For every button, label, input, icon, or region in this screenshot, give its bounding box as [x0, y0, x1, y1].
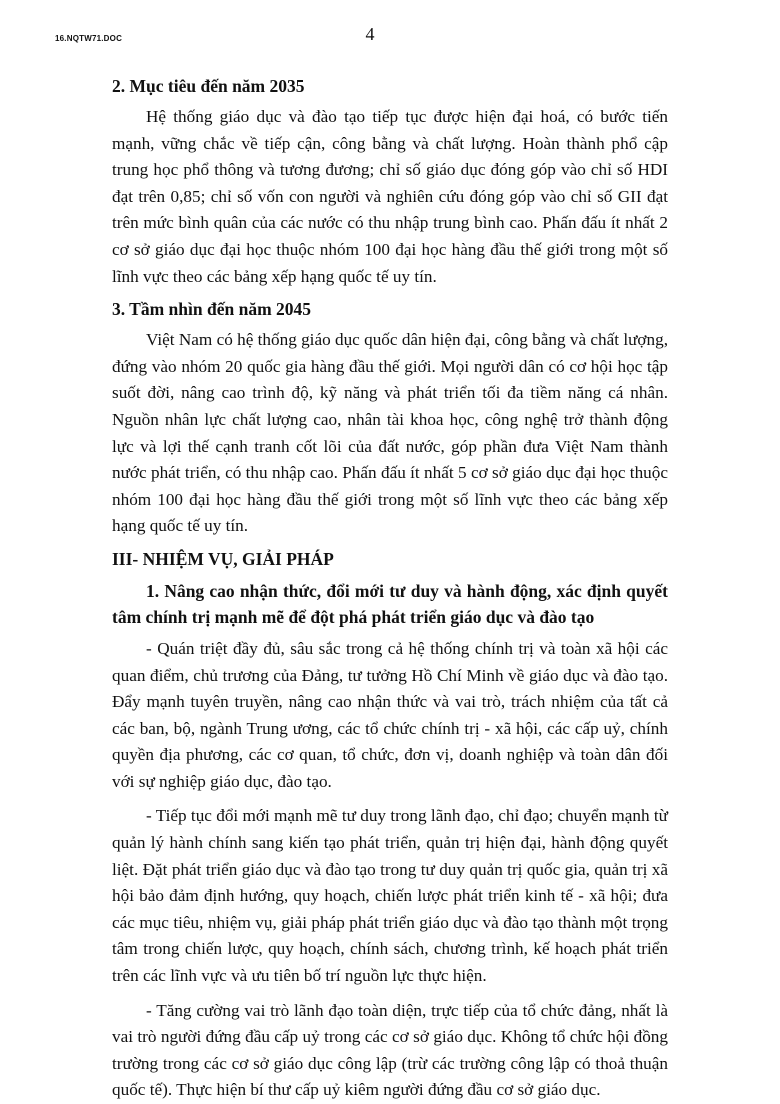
document-file-code: 16.NQTW71.DOC — [55, 34, 123, 43]
paragraph-vision-2045: Việt Nam có hệ thống giáo dục quốc dân hiện đại, công bằng và chất lượng, đứng vào nhóm 20 quốc gia hàng đầu thế giới. Mọi người dân có cơ hội học tập suốt đời, nâng cao trình độ, kỹ năng và phát triển tối đa tiềm năng cá nhân. Nguồn nhân lực chất lượng cao, nhân tài khoa học, công nghệ trở thành động lực và lợi thế cạnh tranh cốt lõi của đất nước, góp phần đưa Việt Nam thành nước phát triển, có thu nhập cao. Phấn đấu ít nhất 5 cơ sở giáo dục đại học thuộc nhóm 100 đại học hàng đầu thế giới trong một số lĩnh vực theo các bảng xếp hạng quốc tế uy tín. — [112, 330, 668, 536]
subheading-task-1: 1. Nâng cao nhận thức, đổi mới tư duy và hành động, xác định quyết tâm chính trị mạnh mẽ để đột phá phát triển giáo dục và đào tạo — [112, 580, 668, 627]
heading-vision-2045: 3. Tầm nhìn đến năm 2045 — [112, 299, 312, 320]
document-body — [112, 73, 668, 1104]
paragraph-task-1-bullet-2: - Tiếp tục đổi mới mạnh mẽ tư duy trong lãnh đạo, chỉ đạo; chuyển mạnh từ quản lý hành chính sang kiến tạo phát triển, quản trị hiện đại, hành động quyết liệt. Đặt phát triển giáo dục và đào tạo trong tư duy quản trị quốc gia, quản trị xã hội bảo đảm định hướng, quy hoạch, chiến lược phát triển kinh tế - xã hội; đưa các mục tiêu, nhiệm vụ, giải pháp phát triển giáo dục và đào tạo thành một trọng tâm trong chiến lược, quy hoạch, chính sách, chương trình, kế hoạch phát triển trên các lĩnh vực và ưu tiên bố trí nguồn lực thực hiện. — [112, 806, 668, 986]
paragraph-target-2035: Hệ thống giáo dục và đào tạo tiếp tục được hiện đại hoá, có bước tiến mạnh, vững chắc về tiếp cận, công bằng và chất lượng. Hoàn thành phổ cập trung học phổ thông và tương đương; chỉ số giáo dục đóng góp vào chỉ số HDI đạt trên 0,85; chỉ số vốn con người và nghiên cứu đóng góp vào chỉ số GII đạt trên mức bình quân của các nước có thu nhập trung bình cao. Phấn đấu ít nhất 2 cơ sở giáo dục đại học thuộc nhóm 100 đại học hàng đầu thế giới trong một số lĩnh vực theo các bảng xếp hạng quốc tế uy tín. — [112, 107, 668, 286]
heading-tasks-solutions: III- NHIỆM VỤ, GIẢI PHÁP — [112, 548, 334, 569]
heading-target-2035: 2. Mục tiêu đến năm 2035 — [112, 76, 305, 96]
paragraph-task-1-bullet-1: - Quán triệt đầy đủ, sâu sắc trong cả hệ thống chính trị và toàn xã hội các quan điểm, chủ trương của Đảng, tư tưởng Hồ Chí Minh về giáo dục và đào tạo. Đẩy mạnh tuyên truyền, nâng cao nhận thức và vai trò, trách nhiệm của tất cả các ban, bộ, ngành Trung ương, các tổ chức chính trị - xã hội, các cấp uỷ, chính quyền địa phương, các cơ quan, tổ chức, đơn vị, doanh nghiệp và toàn dân đối với sự nghiệp giáo dục, đào tạo. — [112, 638, 668, 791]
paragraph-task-1-bullet-3: - Tăng cường vai trò lãnh đạo toàn diện, trực tiếp của tổ chức đảng, nhất là vai trò người đứng đầu cấp uỷ trong các cơ sở giáo dục. Không tổ chức hội đồng trường trong các cơ sở giáo dục công lập (trừ các trường công lập có thoả thuận quốc tế). Thực hiện bí thư cấp uỷ kiêm người đứng đầu cơ sở giáo dục. — [112, 1000, 668, 1100]
page-number — [0, 24, 780, 45]
page-number-text: 4 — [365, 24, 375, 44]
